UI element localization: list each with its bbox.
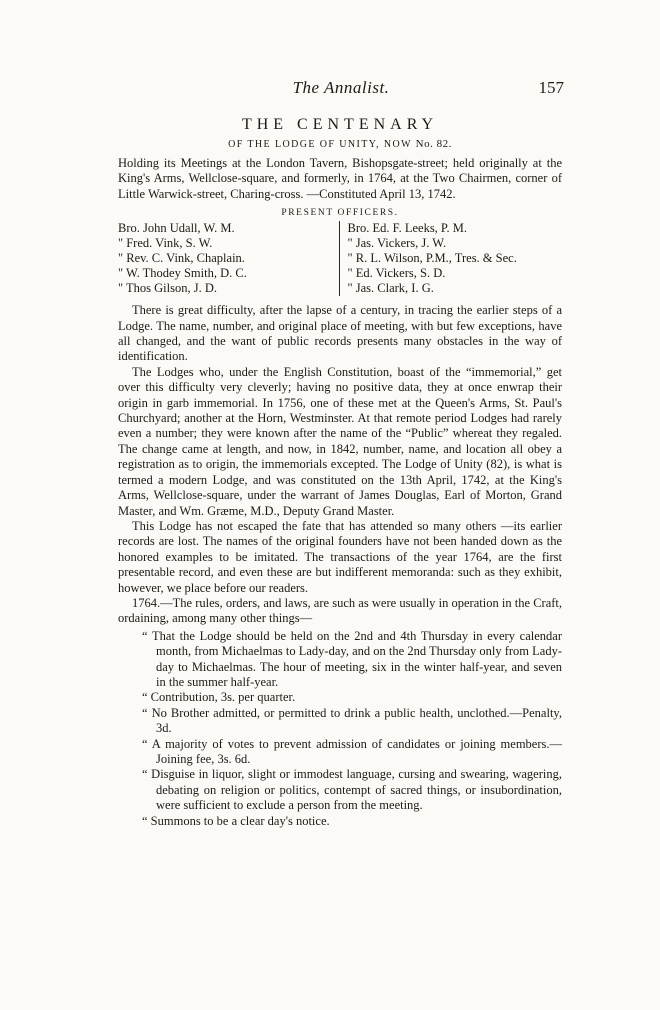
officer-entry: " Rev. C. Vink, Chaplain.: [118, 251, 245, 266]
officer-entry: Bro. John Udall, W. M.: [118, 221, 235, 236]
officers-list: [118, 221, 562, 296]
officer-entry: " W. Thodey Smith, D. C.: [118, 266, 247, 281]
running-head: [118, 78, 564, 102]
officers-left-column: [118, 221, 339, 296]
officer-entry: " R. L. Wilson, P.M., Tres. & Sec.: [347, 251, 517, 266]
article-subtitle: [118, 138, 562, 150]
rules-quotes: [118, 629, 562, 829]
rule-quote: “ That the Lodge should be held on the 2nd and 4th Thursday in every calendar month, from Michaelmas to Lady-day, and on the 2nd Thursday only from Lady-day to Michaelmas. The hour of meeting, six in the winter half-year, and seven in the summer half-year.: [142, 628, 562, 689]
officer-entry: Bro. Ed. F. Leeks, P. M.: [347, 221, 467, 236]
page-number: 157: [538, 78, 564, 97]
article-title: THE CENTENARY: [241, 116, 439, 133]
officers-right-column: [339, 221, 563, 296]
officer-entry: " Ed. Vickers, S. D.: [347, 266, 446, 281]
body-paragraph: 1764.—The rules, orders, and laws, are such as were usually in operation in the Craft, ordaining, among many other things—: [118, 595, 562, 626]
rule-quote: “ A majority of votes to prevent admission of candidates or joining members.—Joining fee, 3s. 6d.: [142, 736, 562, 766]
rule-quote: “ Summons to be a clear day's notice.: [142, 813, 330, 828]
subtitle-number: No. 82.: [415, 138, 452, 150]
intro-paragraph: Holding its Meetings at the London Tavern, Bishopsgate-street; held originally at the King's Arms, Wellclose-square, and formerly, in 1764, at the Two Chairmen, corner of Little Warwick-street, Charing-cross. —Constituted April 13, 1742.: [118, 156, 562, 201]
running-title: The Annalist.: [292, 78, 390, 97]
officer-entry: " Thos Gilson, J. D.: [118, 281, 217, 296]
officers-heading: PRESENT OFFICERS.: [281, 208, 399, 219]
body-paragraph: There is great difficulty, after the lapse of a century, in tracing the earlier steps of a Lodge. The name, number, and original place of meeting, with but few exceptions, have all changed, and the want of public records presents many obstacles in the way of identification.: [118, 303, 562, 364]
subtitle-text: OF THE LODGE OF UNITY, NOW: [228, 139, 412, 150]
body-paragraph: The Lodges who, under the English Constitution, boast of the “immemorial,” get over this difficulty very cleverly; having no positive data, they at once enwrap their origin in garb immemorial. In 1756, one of these met at the Queen's Arms, St. Paul's Churchyard; another at the Horn, Westminster. At that remote period Lodges had rarely even a number; they were known after the name of the “Public” whereat they regaled. The change came at length, and now, in 1842, number, name, and location all obey a registration as to origin, the immemorials excepted. The Lodge of Unity (82), is what is termed a modern Lodge, and was constituted on the 13th April, 1742, at the King's Arms, Wellclose-square, under the warrant of James Douglas, Earl of Morton, Grand Master, and Wm. Græme, M.D., Deputy Grand Master.: [118, 364, 562, 518]
article-body: [118, 303, 562, 627]
officer-entry: " Fred. Vink, S. W.: [118, 236, 213, 251]
officer-entry: " Jas. Clark, I. G.: [347, 281, 434, 296]
officer-entry: " Jas. Vickers, J. W.: [347, 236, 447, 251]
rule-quote: “ No Brother admitted, or permitted to drink a public health, unclothed.—Penalty, 3d.: [142, 705, 562, 736]
body-paragraph: This Lodge has not escaped the fate that has attended so many others —its earlier records are lost. The names of the original founders have not been handed down as the honored examples to be imitated. The transactions of the year 1764, are the first presentable record, and even these are but indifferent memoranda: such as they exhibit, however, we place before our readers.: [118, 518, 562, 595]
rule-quote: “ Disguise in liquor, slight or immodest language, cursing and swearing, wagering, debating on religion or politics, contempt of sacred things, or insubordination, were sufficient to exclude a person from the meeting.: [142, 767, 562, 813]
rule-quote: “ Contribution, 3s. per quarter.: [142, 690, 296, 705]
